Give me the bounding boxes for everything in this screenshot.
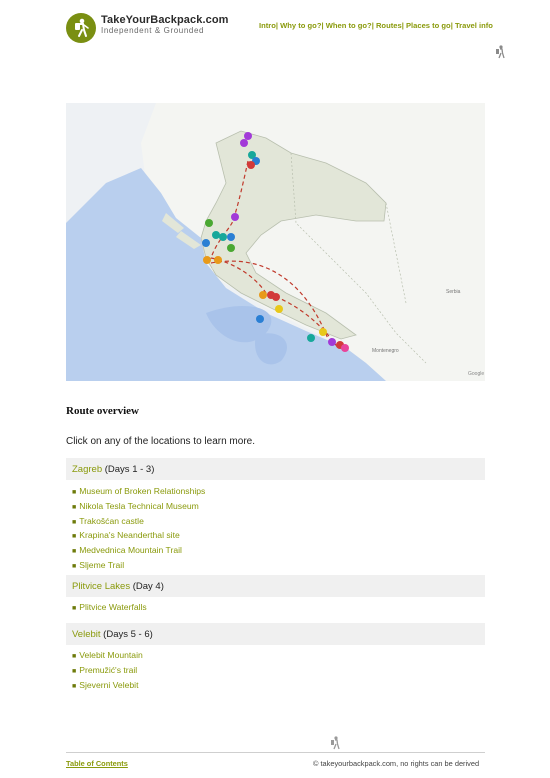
- location-link[interactable]: Museum of Broken Relationships: [79, 486, 206, 496]
- map-marker[interactable]: [219, 233, 227, 241]
- nav-separator: |: [321, 21, 324, 30]
- bullet-icon: ■: [72, 562, 77, 570]
- map-marker[interactable]: [240, 139, 248, 147]
- bullet-icon: ■: [72, 533, 77, 541]
- list-item: [72, 679, 143, 694]
- map-marker[interactable]: [203, 256, 211, 264]
- bullet-icon: ■: [72, 503, 77, 511]
- map-marker[interactable]: [244, 132, 252, 140]
- map-marker[interactable]: [259, 291, 267, 299]
- nav-why-to-go[interactable]: Why to go?: [280, 21, 322, 30]
- list-item: [72, 529, 205, 544]
- map-marker[interactable]: [272, 293, 280, 301]
- location-link[interactable]: Premužić's trail: [79, 664, 138, 675]
- hiker-icon: [495, 45, 505, 59]
- hiker-icon: [330, 736, 340, 750]
- map-label-montenegro: Montenegro: [372, 348, 399, 354]
- map-attribution: Google: [468, 371, 485, 377]
- nav-separator: |: [450, 21, 453, 30]
- map-marker[interactable]: [341, 344, 349, 352]
- location-link[interactable]: Velebit Mountain: [79, 650, 143, 660]
- group-days: (Day 4): [132, 581, 164, 592]
- map-marker[interactable]: [328, 338, 336, 346]
- route-overview-intro: Click on any of the locations to learn more.: [66, 436, 255, 447]
- location-link[interactable]: Krapina's Neanderthal site: [79, 530, 180, 541]
- footer-divider: [66, 752, 485, 753]
- nav-when-to-go[interactable]: When to go?: [325, 21, 372, 30]
- map-marker[interactable]: [247, 161, 255, 169]
- map-label-serbia: Serbia: [446, 289, 461, 295]
- nav-separator: |: [401, 21, 404, 30]
- bullet-icon: ■: [72, 518, 77, 526]
- map-marker[interactable]: [231, 213, 239, 221]
- map-marker[interactable]: [214, 256, 222, 264]
- location-link[interactable]: Plitvice Waterfalls: [79, 602, 147, 612]
- nav-separator: |: [371, 21, 374, 30]
- bullet-icon: ■: [72, 682, 77, 690]
- map-marker[interactable]: [319, 328, 327, 336]
- site-header: [0, 10, 550, 50]
- map-marker[interactable]: [227, 244, 235, 252]
- bullet-icon: ■: [72, 667, 77, 675]
- route-map[interactable]: [66, 103, 485, 381]
- map-marker[interactable]: [212, 231, 220, 239]
- nav-places-to-go[interactable]: Places to go: [405, 21, 451, 30]
- brand-title[interactable]: TakeYourBackpack.com: [101, 14, 229, 26]
- location-link[interactable]: Trakošćan castle: [79, 515, 144, 526]
- map-canvas[interactable]: [66, 103, 485, 381]
- list-item: [72, 559, 205, 574]
- list-item: [72, 500, 205, 515]
- logo-badge[interactable]: [66, 13, 96, 43]
- map-marker[interactable]: [202, 239, 210, 247]
- group-list-velebit: [72, 649, 143, 693]
- map-marker[interactable]: [275, 305, 283, 313]
- copyright-text: © takeyourbackpack.com, no rights can be derived: [313, 759, 480, 768]
- nav-intro[interactable]: Intro: [259, 21, 276, 30]
- location-link[interactable]: Sljeme Trail: [79, 559, 125, 570]
- top-navigation: [259, 21, 493, 30]
- map-marker[interactable]: [205, 219, 213, 227]
- bullet-icon: ■: [72, 489, 77, 496]
- list-item: [72, 485, 205, 500]
- hiker-logo-icon: [73, 18, 89, 38]
- route-overview-title: Route overview: [66, 405, 140, 417]
- map-marker[interactable]: [256, 315, 264, 323]
- location-link[interactable]: Sjeverni Velebit: [79, 679, 139, 690]
- brand-tagline: Independent & Grounded: [101, 26, 205, 35]
- location-link[interactable]: Medvednica Mountain Trail: [79, 545, 182, 556]
- bullet-icon: ■: [72, 548, 77, 556]
- group-place-link[interactable]: Velebit: [72, 629, 101, 640]
- group-list-plitvice: [72, 601, 147, 616]
- location-link[interactable]: Nikola Tesla Technical Museum: [79, 500, 199, 511]
- bullet-icon: ■: [72, 653, 77, 660]
- list-item: [72, 601, 147, 616]
- group-place-link[interactable]: Plitvice Lakes: [72, 581, 131, 592]
- map-marker[interactable]: [307, 334, 315, 342]
- list-item: [72, 649, 143, 664]
- nav-routes[interactable]: Routes: [375, 21, 402, 30]
- nav-separator: |: [275, 21, 278, 30]
- group-days: (Days 1 - 3): [104, 464, 155, 475]
- map-marker[interactable]: [227, 233, 235, 241]
- group-header-zagreb: [66, 458, 485, 480]
- bullet-icon: ■: [72, 605, 77, 612]
- table-of-contents-link[interactable]: Table of Contents: [66, 759, 128, 768]
- group-header-velebit: [66, 623, 485, 645]
- list-item: [72, 544, 205, 559]
- list-item: [72, 515, 205, 530]
- group-days: (Days 5 - 6): [103, 629, 153, 640]
- group-header-plitvice: [66, 575, 485, 597]
- group-list-zagreb: [72, 485, 205, 574]
- list-item: [72, 664, 143, 679]
- group-place-link[interactable]: Zagreb: [72, 464, 103, 475]
- nav-travel-info[interactable]: Travel info: [454, 21, 493, 30]
